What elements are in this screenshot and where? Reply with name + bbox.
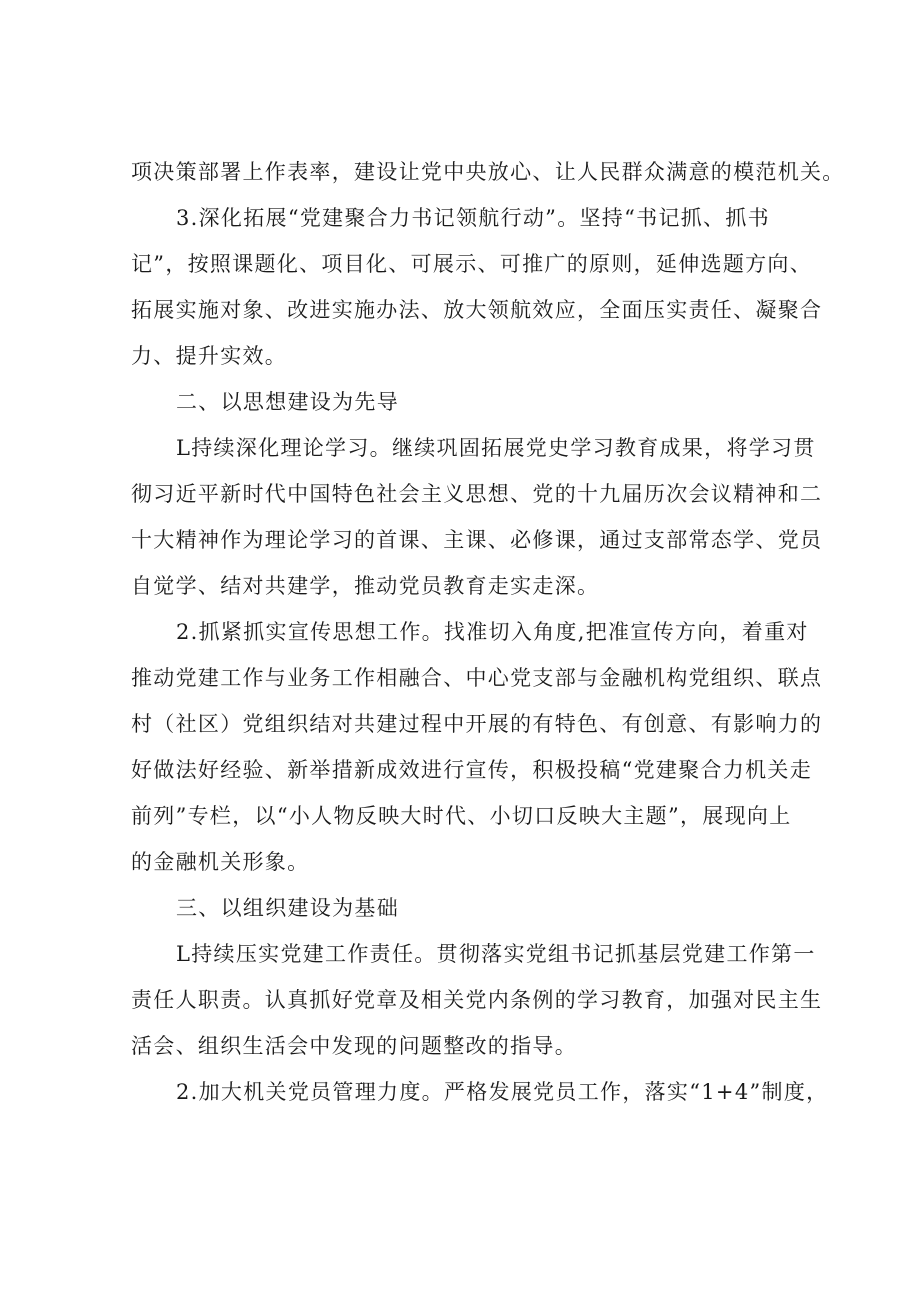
text-line: 好做法好经验、新举措新成效进行宣传，积极投稿“党建聚合力机关走 xyxy=(131,758,813,782)
section-heading: 二、以思想建设为先导 xyxy=(176,390,399,414)
text-line: 3.深化拓展“党建聚合力书记领航行动”。坚持“书记抓、抓书 xyxy=(176,206,770,230)
text-line: 自觉学、结对共建学，推动党员教育走实走深。 xyxy=(131,574,600,598)
section-heading: 三、以组织建设为基础 xyxy=(176,896,399,920)
text-line: 活会、组织生活会中发现的问题整改的指导。 xyxy=(131,1034,577,1058)
text-line: 前列”专栏，以“小人物反映大时代、小切口反映大主题”，展现向上 xyxy=(131,804,792,828)
text-line: 2.抓紧抓实宣传思想工作。找准切入角度,把准宣传方向，着重对 xyxy=(176,620,809,644)
text-line: 记”，按照课题化、项目化、可展示、可推广的原则，延伸选题方向、 xyxy=(131,252,813,276)
text-line: L持续压实党建工作责任。贯彻落实党组书记抓基层党建工作第一 xyxy=(176,942,816,966)
text-line: 村（社区）党组织结对共建过程中开展的有特色、有创意、有影响力的 xyxy=(131,712,823,736)
text-line: 推动党建工作与业务工作相融合、中心党支部与金融机构党组织、联点 xyxy=(131,666,823,690)
text-line: 彻习近平新时代中国特色社会主义思想、党的十九届历次会议精神和二 xyxy=(131,482,823,506)
text-line: 2.加大机关党员管理力度。严格发展党员工作，落实“1+4”制度， xyxy=(176,1080,829,1104)
text-line: 十大精神作为理论学习的首课、主课、必修课，通过支部常态学、党员 xyxy=(131,528,823,552)
text-line: 责任人职责。认真抓好党章及相关党内条例的学习教育，加强对民主生 xyxy=(131,988,823,1012)
text-line: L持续深化理论学习。继续巩固拓展党史学习教育成果，将学习贯 xyxy=(176,436,816,460)
text-line: 拓展实施对象、改进实施办法、放大领航效应，全面压实责任、凝聚合 xyxy=(131,298,823,322)
text-line: 力、提升实效。 xyxy=(131,344,288,368)
text-line: 项决策部署上作表率，建设让党中央放心、让人民群众满意的模范机关。 xyxy=(131,160,845,184)
text-line: 的金融机关形象。 xyxy=(131,850,310,874)
